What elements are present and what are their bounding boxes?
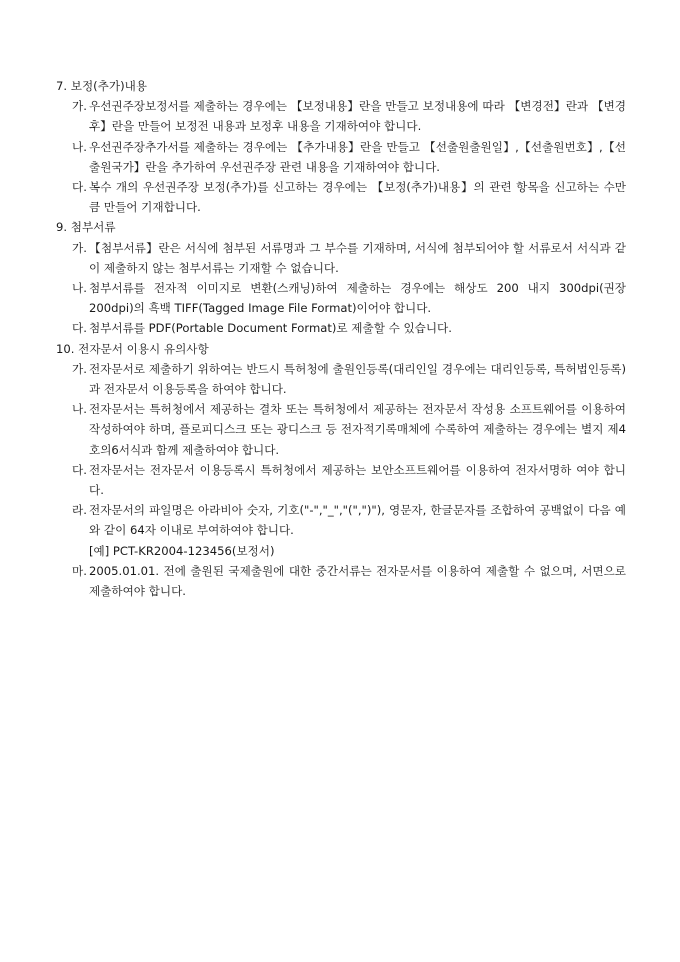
item-mark: 마. — [72, 563, 87, 578]
list-item — [56, 460, 626, 500]
item-text: 전자문서로 제출하기 위하여는 반드시 특허청에 출원인등록(대리인일 경우에는 대리인등록, 특허법인등록)과 전자문서 이용등록을 하여야 합니다. — [89, 361, 626, 397]
item-mark: 다. — [72, 321, 87, 336]
item-mark: 가. — [72, 361, 87, 376]
item-mark: 나. — [72, 281, 87, 296]
item-text: 첨부서류를 PDF(Portable Document Format)로 제출할 수 있습니다. — [89, 321, 452, 336]
list-item — [56, 238, 626, 278]
list-item — [56, 399, 626, 460]
list-item — [56, 359, 626, 399]
item-text: 첨부서류를 전자적 이미지로 변환(스캐닝)하여 제출하는 경우에는 해상도 200 내지 300dpi(권장 200dpi)의 흑백 TIFF(Tagged Image File Format)이어야 합니다. — [89, 281, 626, 316]
item-text: 우선권주장추가서를 제출하는 경우에는 【추가내용】란을 만들고 【선출원출원일】,【선출원번호】,【선출원국가】란을 추가하여 우선권주장 관련 내용을 기재하여야 합니다. — [89, 139, 626, 174]
section-title: 7. 보정(추가)내용 — [56, 79, 147, 93]
item-text: 복수 개의 우선권주장 보정(추가)를 신고하는 경우에는 【보정(추가)내용】의 관련 항목을 신고하는 수만큼 만들어 기재합니다. — [89, 180, 626, 215]
list-item — [56, 500, 626, 540]
item-text: 2005.01.01. 전에 출원된 국제출원에 대한 중간서류는 전자문서를 이용하여 제출할 수 없으며, 서면으로 제출하여야 합니다. — [89, 563, 626, 599]
list-item — [56, 561, 626, 601]
section-electronic-document-notes — [56, 339, 626, 602]
item-text: 【첨부서류】란은 서식에 첨부된 서류명과 그 부수를 기재하며, 서식에 첨부되어야 할 서류로서 서식과 같이 제출하지 않는 첨부서류는 기재할 수 없습니다. — [89, 240, 626, 275]
list-item — [56, 137, 626, 177]
item-text: 우선권주장보정서를 제출하는 경우에는 【보정내용】란을 만들고 보정내용에 따라 【변경전】란과 【변경후】란을 만들어 보정전 내용과 보정후 내용을 기재하여야 합니다. — [89, 99, 626, 134]
item-mark: 다. — [72, 180, 87, 195]
section-amendment-content — [56, 76, 626, 217]
item-mark: 라. — [72, 503, 87, 518]
item-text: 전자문서의 파일명은 아라비아 숫자, 기호("-","_","(",")"), 영문자, 한글문자를 조합하여 공백없이 다음 예와 같이 64자 이내로 부여하여야 합니다. — [89, 503, 626, 538]
filename-example: [예] PCT-KR2004-123456(보정서) — [89, 543, 275, 558]
list-item — [56, 177, 626, 217]
section-title: 10. 전자문서 이용시 유의사항 — [56, 341, 209, 356]
list-item — [56, 278, 626, 318]
item-mark: 나. — [72, 139, 87, 154]
document-body — [56, 76, 626, 601]
item-mark: 가. — [72, 99, 87, 114]
item-mark: 가. — [72, 240, 87, 255]
item-mark: 나. — [72, 402, 87, 417]
item-mark: 다. — [72, 462, 87, 477]
item-text: 전자문서는 특허청에서 제공하는 결차 또는 특허청에서 제공하는 전자문서 작성용 소프트웨어를 이용하여 작성하여야 하며, 플로피디스크 또는 광디스크 등 전자적기록매체에 수록하여 제출하는 경우에는 별지 제4호의6서식과 함께 제출하여야 합니다. — [89, 402, 626, 457]
section-title: 9. 첨부서류 — [56, 220, 116, 235]
list-item — [56, 96, 626, 136]
item-text: 전자문서는 전자문서 이용등록시 특허청에서 제공하는 보안소프트웨어를 이용하여 전자서명하 여야 합니다. — [89, 462, 626, 498]
section-attachments — [56, 217, 626, 338]
list-item — [56, 318, 626, 338]
